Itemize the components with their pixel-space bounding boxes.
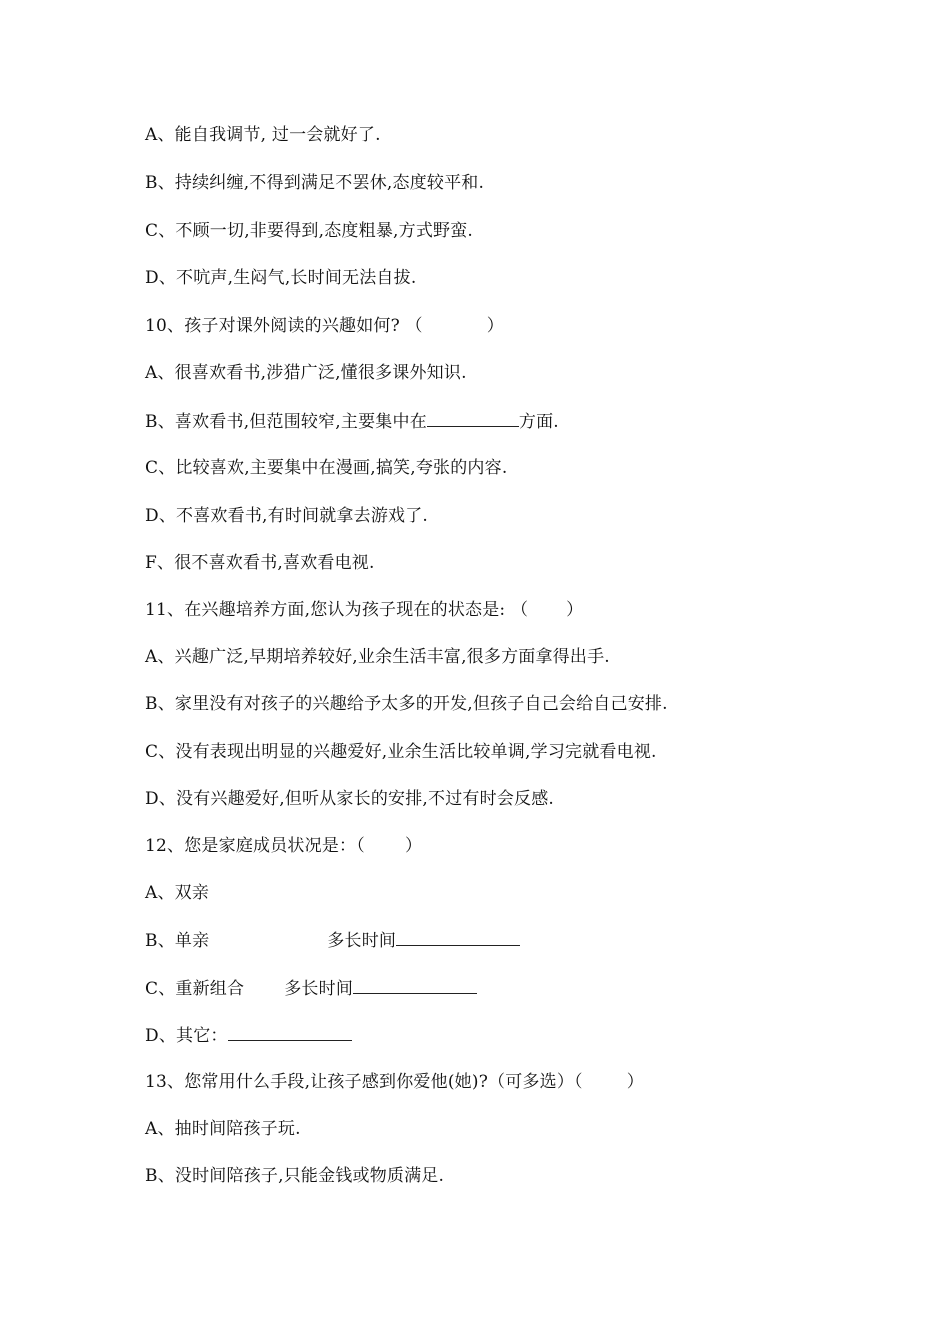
q11-option-b: B、家里没有对孩子的兴趣给予太多的开发,但孩子自己会给自己安排. bbox=[145, 694, 668, 714]
q12-option-d-label: D、其它： bbox=[145, 1026, 228, 1046]
q13-option-b: B、没时间陪孩子,只能金钱或物质满足. bbox=[145, 1166, 445, 1186]
q13-question-text: 13、您常用什么手段,让孩子感到你爱他(她)?（可多选）（ bbox=[145, 1072, 583, 1092]
q13-answer-close: ） bbox=[626, 1072, 644, 1092]
q10-answer-close: ） bbox=[486, 316, 504, 336]
q10-option-f: F、很不喜欢看书,喜欢看电视. bbox=[145, 553, 375, 573]
q12-question-text: 12、您是家庭成员状况是：（ bbox=[145, 836, 365, 856]
q11-answer-close: ） bbox=[566, 600, 584, 620]
q12-option-b-duration-blank[interactable] bbox=[396, 929, 520, 946]
q12-option-b-label: B、单亲 bbox=[145, 931, 210, 951]
q12-option-b-duration-label: 多长时间 bbox=[327, 931, 397, 951]
q10-option-d: D、不喜欢看书,有时间就拿去游戏了. bbox=[145, 506, 429, 526]
q11-option-d: D、没有兴趣爱好,但听从家长的安排,不过有时会反感. bbox=[145, 789, 555, 809]
q9-option-d: D、不吭声,生闷气,长时间无法自拔. bbox=[145, 268, 417, 288]
q12-option-c-duration-blank[interactable] bbox=[353, 977, 477, 994]
q12-answer-close: ） bbox=[404, 836, 423, 856]
q10-question-text: 10、孩子对课外阅读的兴趣如何? （ bbox=[145, 316, 423, 336]
q12-option-c bbox=[145, 977, 477, 1000]
q10-option-b-suffix: 方面. bbox=[518, 412, 559, 432]
q12-option-d bbox=[145, 1024, 352, 1047]
q10-option-b-prefix: B、喜欢看书,但范围较窄,主要集中在 bbox=[145, 412, 427, 432]
q9-option-a: A、能自我调节, 过一会就好了. bbox=[145, 125, 381, 145]
q10-question bbox=[145, 315, 504, 337]
q11-question bbox=[145, 599, 583, 621]
q12-option-c-label: C、重新组合 bbox=[145, 979, 245, 999]
q10-option-b-blank[interactable] bbox=[427, 410, 519, 427]
q11-option-c: C、没有表现出明显的兴趣爱好,业余生活比较单调,学习完就看电视. bbox=[145, 742, 657, 762]
q10-option-c: C、比较喜欢,主要集中在漫画,搞笑,夸张的内容. bbox=[145, 458, 508, 478]
q12-option-c-duration-label: 多长时间 bbox=[284, 979, 354, 999]
q12-option-b bbox=[145, 929, 520, 952]
q11-question-text: 11、在兴趣培养方面,您认为孩子现在的状态是: （ bbox=[145, 600, 529, 620]
q12-option-a: A、双亲 bbox=[145, 883, 210, 903]
q9-option-c: C、不顾一切,非要得到,态度粗暴,方式野蛮. bbox=[145, 221, 474, 241]
q12-option-d-blank[interactable] bbox=[228, 1024, 352, 1041]
q13-option-a: A、抽时间陪孩子玩. bbox=[145, 1119, 301, 1139]
q13-question bbox=[145, 1071, 644, 1093]
q11-option-a: A、兴趣广泛,早期培养较好,业余生活丰富,很多方面拿得出手. bbox=[145, 647, 610, 667]
q10-option-b bbox=[145, 410, 559, 433]
q12-question bbox=[145, 835, 422, 857]
q9-option-b: B、持续纠缠,不得到满足不罢休,态度较平和. bbox=[145, 173, 485, 193]
q10-option-a: A、很喜欢看书,涉猎广泛,懂很多课外知识. bbox=[145, 363, 467, 383]
